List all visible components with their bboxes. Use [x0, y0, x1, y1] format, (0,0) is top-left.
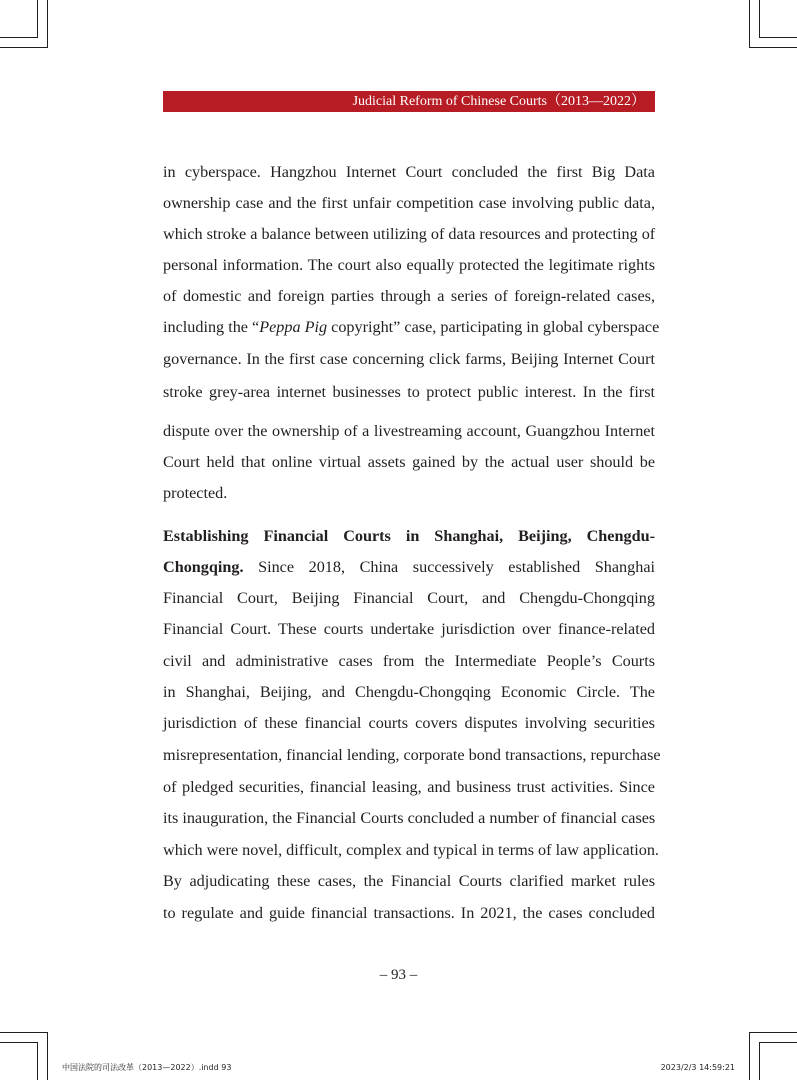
crop-mark — [0, 1032, 48, 1033]
crop-mark — [47, 1032, 48, 1080]
crop-mark — [759, 0, 760, 38]
crop-mark — [0, 1042, 38, 1043]
text-run: copyright” case, participating in global cyberspace — [327, 318, 660, 336]
text-line: in cyberspace. Hangzhou Internet Court concluded the first Big Data — [163, 163, 655, 181]
text-run: Since 2018, China successively established Shanghai — [243, 558, 655, 576]
crop-mark — [47, 0, 48, 48]
book-title: Peppa Pig — [259, 318, 328, 336]
text-line: ownership case and the first unfair competition case involving public data, — [163, 194, 655, 212]
text-run: including the “ — [163, 318, 260, 336]
crop-mark — [0, 47, 48, 48]
running-header — [163, 91, 655, 112]
text-line: personal information. The court also equally protected the legitimate rights — [163, 256, 655, 274]
text-line: to regulate and guide financial transactions. In 2021, the cases concluded — [163, 904, 655, 922]
text-line: stroke grey-area internet businesses to protect public interest. In the first — [163, 383, 655, 401]
section-heading: Chongqing. — [163, 558, 244, 576]
section-heading: Establishing Financial Courts in Shanghai, Beijing, Chengdu- — [163, 527, 655, 545]
text-line — [163, 315, 660, 339]
text-line: protected. — [163, 484, 228, 502]
crop-mark — [759, 1042, 760, 1080]
crop-mark — [749, 1032, 750, 1080]
text-line: Financial Court, Beijing Financial Court, and Chengdu-Chongqing — [163, 589, 655, 607]
text-line: Financial Court. These courts undertake jurisdiction over finance-related — [163, 620, 655, 638]
text-line: governance. In the first case concerning click farms, Beijing Internet Court — [163, 350, 655, 368]
crop-mark — [759, 1042, 797, 1043]
text-line: By adjudicating these cases, the Financial Courts clarified market rules — [163, 872, 655, 890]
text-line: in Shanghai, Beijing, and Chengdu-Chongqing Economic Circle. The — [163, 683, 655, 701]
text-line: of domestic and foreign parties through a series of foreign-related cases, — [163, 287, 655, 305]
crop-mark — [749, 47, 797, 48]
text-line: its inauguration, the Financial Courts concluded a number of financial cases — [163, 809, 656, 827]
page-number: – 93 – — [379, 967, 418, 983]
text-line: jurisdiction of these financial courts covers disputes involving securities — [163, 714, 655, 732]
text-line: dispute over the ownership of a livestreaming account, Guangzhou Internet — [163, 422, 655, 440]
text-line: Court held that online virtual assets gained by the actual user should be — [163, 453, 655, 471]
crop-mark — [749, 1032, 797, 1033]
running-header-title: Judicial Reform of Chinese Courts（2013—2022） — [352, 94, 645, 109]
crop-mark — [759, 37, 797, 38]
footer-timestamp: 2023/2/3 14:59:21 — [660, 1063, 735, 1072]
text-line: misrepresentation, financial lending, corporate bond transactions, repurchase — [163, 746, 661, 764]
text-line: which were novel, difficult, complex and typical in terms of law application. — [163, 841, 659, 859]
text-line: which stroke a balance between utilizing of data resources and protecting of — [163, 225, 656, 243]
text-line: of pledged securities, financial leasing, and business trust activities. Since — [163, 778, 655, 796]
text-line — [163, 555, 655, 579]
footer-file-name: 中国法院的司法改革（2013—2022）.indd 93 — [62, 1063, 232, 1072]
crop-mark — [37, 1042, 38, 1080]
text-line: civil and administrative cases from the Intermediate People’s Courts — [163, 652, 655, 670]
crop-mark — [749, 0, 750, 48]
crop-mark — [0, 37, 38, 38]
crop-mark — [37, 0, 38, 38]
